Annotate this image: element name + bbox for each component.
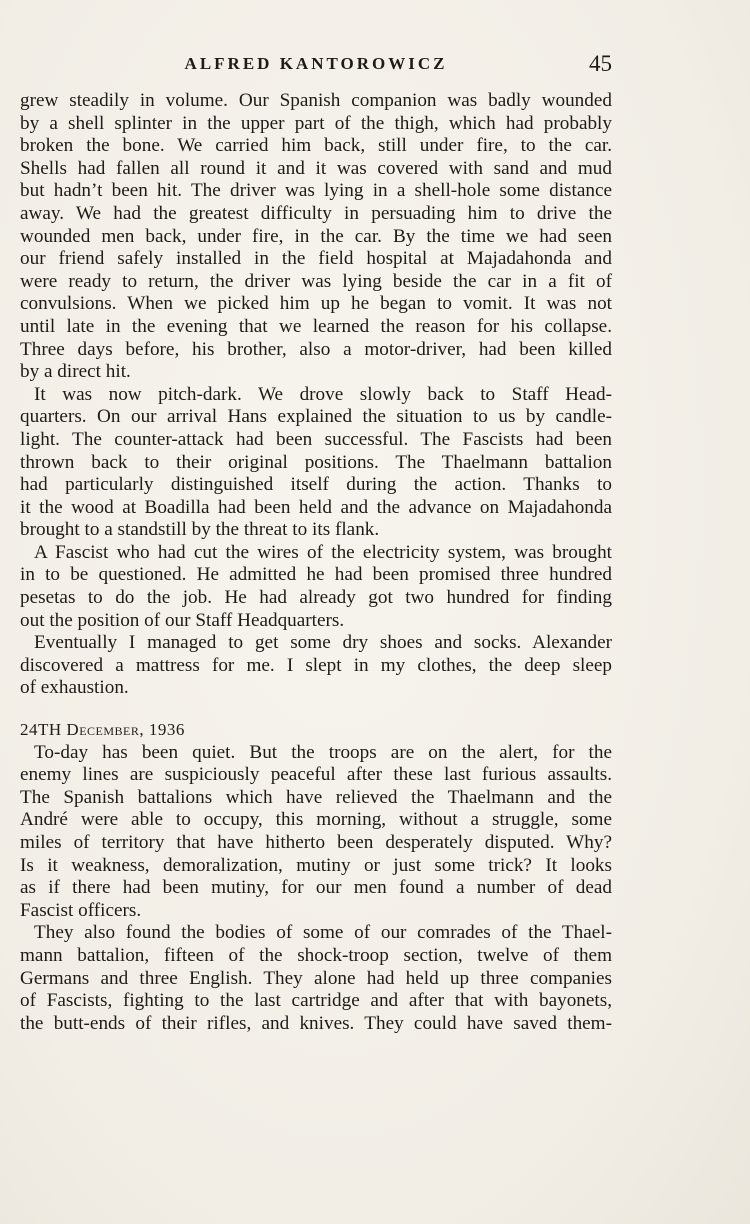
text-line: wounded men back, under fire, in the car. By the time we had seen: [20, 225, 612, 247]
text-line: The Spanish battalions which have relieved the Thaelmann and the: [20, 786, 612, 808]
page-number: 45: [589, 51, 612, 76]
text-line: discovered a mattress for me. I slept in my clothes, the deep sleep: [20, 654, 612, 676]
text-line: André were able to occupy, this morning, without a struggle, some: [20, 809, 612, 831]
text-line: light. The counter-attack had been successful. The Fascists had been: [20, 428, 612, 450]
text-line: A Fascist who had cut the wires of the electricity system, was brought: [34, 541, 612, 563]
text-line: Fascist officers.: [20, 899, 142, 921]
text-line: quarters. On our arrival Hans explained the situation to us by candle-: [20, 406, 612, 428]
text-line: the butt-ends of their rifles, and knives. They could have saved them-: [20, 1012, 612, 1034]
text-line: pesetas to do the job. He had already got two hundred for finding: [20, 587, 612, 609]
text-line: Eventually I managed to get some dry shoes and socks. Alexander: [34, 632, 612, 654]
text-line: It was now pitch-dark. We drove slowly back to Staff Head-: [34, 383, 612, 405]
text-line: of exhaustion.: [20, 677, 129, 699]
text-line: Germans and three English. They alone had held up three companies: [20, 967, 612, 989]
running-title: ALFRED KANTOROWICZ: [184, 54, 448, 73]
text-line: were ready to return, the driver was lying beside the car in a fit of: [20, 270, 612, 292]
text-line: it the wood at Boadilla had been held and the advance on Majadahonda: [20, 496, 612, 518]
date-heading: [20, 719, 612, 742]
body-text: [20, 90, 612, 1035]
text-line: enemy lines are suspiciously peaceful after these last furious assaults.: [20, 764, 612, 786]
text-line: They also found the bodies of some of our comrades of the Thael-: [34, 922, 612, 944]
text-line: Three days before, his brother, also a motor-driver, had been killed: [20, 338, 612, 360]
section-gap: [20, 700, 612, 719]
text-line: away. We had the greatest difficulty in persuading him to drive the: [20, 202, 612, 224]
text-line: by a direct hit.: [20, 361, 131, 383]
text-line: Is it weakness, demoralization, mutiny or just some trick? It looks: [20, 854, 612, 876]
text-line: in to be questioned. He admitted he had been promised three hundred: [20, 564, 612, 586]
text-line: thrown back to their original positions. The Thaelmann battalion: [20, 451, 612, 473]
text-line: by a shell splinter in the upper part of the thigh, which had probably: [20, 112, 612, 134]
text-line: To-day has been quiet. But the troops are on the alert, for the: [34, 741, 612, 763]
text-line: broken the bone. We carried him back, still under fire, to the car.: [20, 135, 612, 157]
text-line: convulsions. When we picked him up he began to vomit. It was not: [20, 293, 612, 315]
date-month: December,: [66, 720, 145, 740]
date-day: 24TH: [20, 720, 62, 740]
text-line: grew steadily in volume. Our Spanish companion was badly wounded: [20, 90, 612, 111]
text-line: miles of territory that have hitherto been desperately disputed. Why?: [20, 832, 612, 853]
text-line: of Fascists, fighting to the last cartridge and after that with bayonets,: [20, 990, 612, 1012]
text-line: had particularly distinguished itself during the action. Thanks to: [20, 474, 612, 496]
date-year: 1936: [148, 720, 185, 740]
text-line: brought to a standstill by the threat to its flank.: [20, 519, 380, 541]
text-line: out the position of our Staff Headquarters.: [20, 609, 345, 631]
text-line: but hadn’t been hit. The driver was lying in a shell-hole some distance: [20, 180, 612, 202]
text-line: mann battalion, fifteen of the shock-troop section, twelve of them: [20, 944, 612, 966]
text-line: until late in the evening that we learned the reason for his collapse.: [20, 315, 612, 337]
text-line: Shells had fallen all round it and it was covered with sand and mud: [20, 157, 612, 179]
running-head: [20, 52, 612, 82]
text-line: as if there had been mutiny, for our men found a number of dead: [20, 877, 612, 899]
text-line: our friend safely installed in the field hospital at Majadahonda and: [20, 248, 612, 270]
